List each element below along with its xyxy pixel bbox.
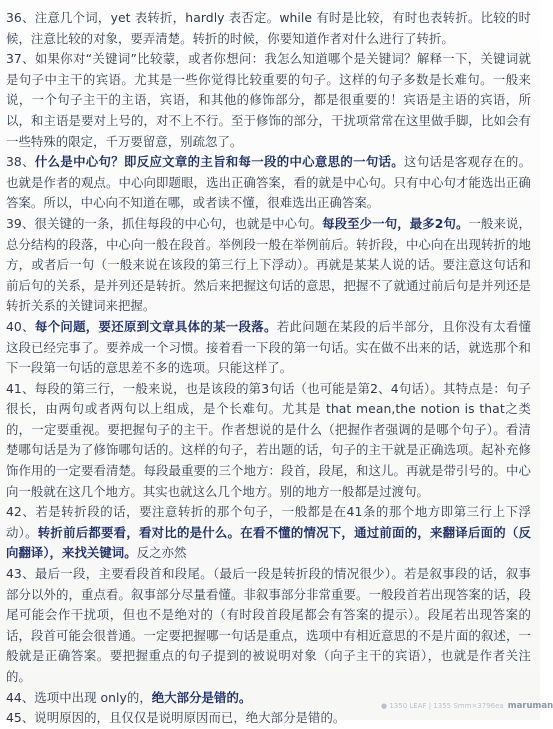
note-item-36 (6, 8, 531, 49)
body-text: 44、选项中出现 only的， (6, 689, 152, 705)
emphasis-text: 什么是中心句？即反应文章的主旨和每一段的中心意思的一句话。 (34, 154, 405, 170)
body-text: 45、说明原因的，且仅仅是说明原因而已，绝大部分是错的。 (6, 710, 346, 726)
body-text: 40、 (6, 318, 35, 334)
note-item-38 (6, 152, 531, 214)
body-text: 38、 (6, 154, 35, 170)
note-item-42 (6, 502, 531, 564)
note-item-41 (6, 379, 531, 503)
note-item-37 (6, 49, 531, 152)
body-text: 43、最后一段，主要看段首和段尾。（最后一段是转折段的情况很少）。若是叙事段的话，叙事部分以外的，重点看。叙事部分尽量看懂。非叙事部分非常重要。一般段首若出现答案的话，段尾可能会作干扰项，但也不是绝对的（有时段首段尾都会有答案的提示）。段尾若出现答案的话，段首可能会很普通。一定要把握哪一句话是重点，选项中有相近意思的不是片面的叙述，一般就是正确答案。要把握重点的句子提到的被说明对象（向子主干的宾语），也就是作者关注的。 (6, 566, 531, 684)
body-text: 若此问题在某段的后半部分，且你没有太看懂这段已经完事了。要养成一个习惯。接着看一下段的第一句话。实在做不出来的话，就选那个和下一段第一句话的意思差不多的选项。只能这样了。 (6, 318, 532, 376)
emphasis-text: 每个问题，要还原到文章具体的某一段落。 (34, 318, 277, 334)
body-text: 36、注意几个词，yet 表转折，hardly 表否定。while 有时是比较，有时也表转折。比较的时候，注意比较的对象，要弄清楚。转折的时候，你要知道作者对什么进行了转折。 (6, 10, 531, 46)
emphasis-text: 绝大部分是错的。 (151, 689, 252, 705)
watermark-text: ● 1350 LEAF | 1355 Smm×3796ea (381, 702, 504, 710)
notes-body (6, 8, 531, 729)
body-text: 37、如果你对“关键词”比较蒙，或者你想问：我怎么知道哪个是关键词？解释一下，关键词就是句子中主干的宾语。尤其是一些你觉得比较重要的句子。这样的句子多数是长难句。一般来说，一个句子主干的主语，宾语，和其他的修饰部分，都是很重要的！宾语是主语的宾语，所以，和主语是要对上号的，对不上不行。至于修饰的部分，干扰项常常在这里做手脚，比如会有一些特殊的限定，千万要留意，别疏忽了。 (6, 51, 531, 149)
body-text: 42、若是转折段的话，要注意转折的那个句子，一般都是在41条的那个地方即第三行上下浮动）。 (6, 504, 531, 540)
emphasis-text: 转折前后都要看，看对比的是什么。在看不懂的情况下，通过前面的，来翻译后面的（反向翻译），来找关键词。 (6, 524, 532, 561)
body-text: 一般来说，总分结构的段落，中心向一般在段首。举例段一般在举例前后。转折段，中心向在出现转折的地方，或者后一句（一般来说在该段的第三行上下浮动）。再就是某某人说的话。要注意这句话和前后句的关系，是并列还是转折。然后来把握这句话的意思，把握不了就通过前后句是并列还是转折关系的关键词来把握。 (6, 215, 531, 314)
note-item-40 (6, 317, 531, 379)
body-text: 39、很关键的一条，抓住每段的中心句，也就是中心句。 (6, 215, 323, 231)
paper-watermark (381, 701, 553, 711)
body-text: 这句话是客观存在的。也就是作者的观点。中心向即题眼，选出正确答案，看的就是中心句。只有中心句才能选出正确答案。所以，中心向不知道在哪，或者读不懂，很难选出正确答案。 (6, 154, 532, 211)
body-text: 41、每段的第三行，一般来说，也是该段的第3句话（也可能是第2、4句话）。其特点是：句子很长，由两句或者两句以上组成，是个长难句。尤其是 that mean,the notion is that之类的，一定要重视。要把握句子的主干。作者想说的是什么（把握作者强调的是哪个句子）。看清楚哪句话是为了修饰哪句话的。这样的句子，若出题的话，句子的主干就是正确选项。起补充修饰作用的一定要看清楚。每段最重要的三个地方：段首，段尾，和这儿。再就是带引号的。中心向一般就在这几个地方。其实也就这么几个地方。别的地方一般都是过渡句。 (6, 380, 531, 499)
emphasis-text: 每段至少一句，最多2句。 (322, 215, 469, 231)
brand-logo-text: maruman (507, 701, 553, 711)
note-item-45 (6, 708, 531, 729)
note-item-43 (6, 564, 531, 688)
note-item-39 (6, 214, 531, 317)
body-text: 反之亦然 (136, 545, 187, 561)
